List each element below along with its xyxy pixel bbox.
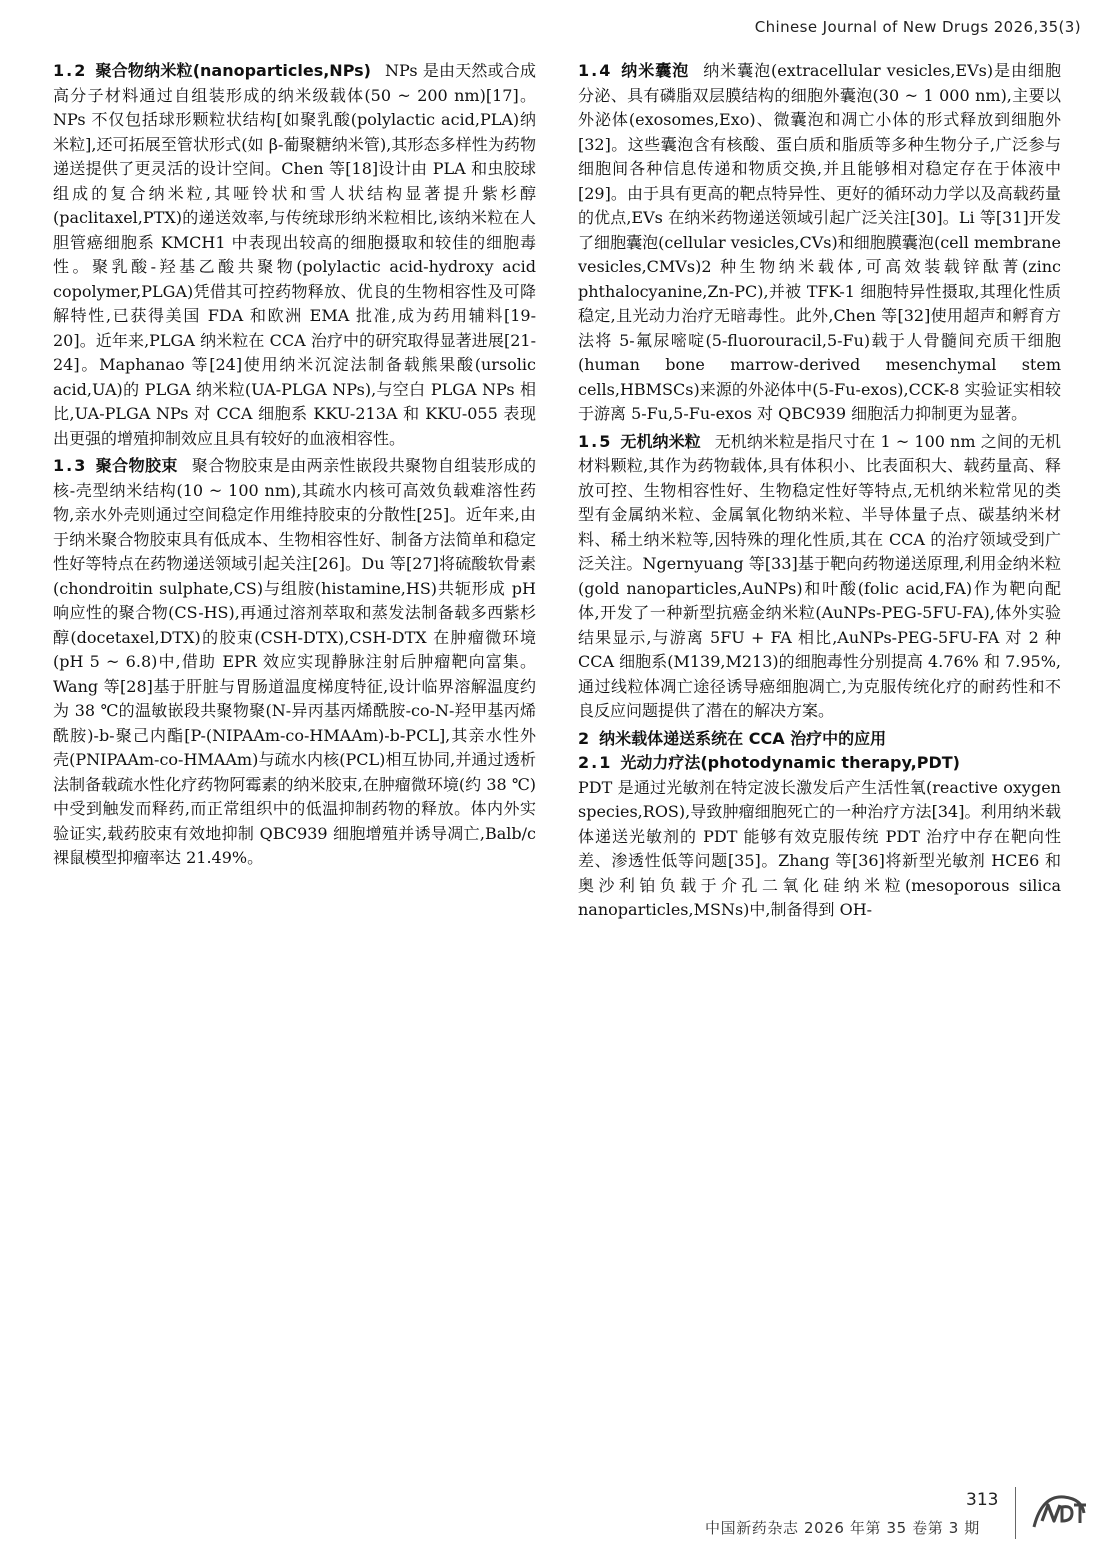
journal-logo-icon <box>1028 1487 1090 1537</box>
right-column <box>578 59 1061 923</box>
section-1-5-text: 无机纳米粒是指尺寸在 1 ~ 100 nm 之间的无机材料颗粒,其作为药物载体,具有体积小、比表面积大、载药量高、释放可控、生物相容性好、生物稳定性好等特点,无机纳米粒常见的类型有金属纳米粒、金属氧化物纳米粒、半导体量子点、碳基纳米材料、稀土纳米粒等,因特殊的理化性质,其在 CCA 的治疗领域受到广泛关注。Ngernyuang 等[33]基于靶向药物递送原理,利用金纳米粒(gold nanoparticles,AuNPs)和叶酸(folic acid,FA)作为靶向配体,开发了一种新型抗癌金纳米粒(AuNPs-PEG-5FU-FA),体外实验结果显示,与游离 5FU + FA 相比,AuNPs-PEG-5FU-FA 对 2 种 CCA 细胞系(M139,M213)的细胞毒性分别提高 4.76% 和 7.95%,通过线粒体凋亡途径诱导癌细胞凋亡,为克服传统化疗的耐药性和不良反应问题提供了潜在的解决方案。 <box>578 431 1061 720</box>
logo-letter-t <box>1074 1505 1086 1523</box>
section-2-1-number: 2.1 <box>578 753 613 772</box>
section-1-4 <box>578 59 1061 427</box>
journal-header: Chinese Journal of New Drugs 2026,35(3) <box>754 18 1081 36</box>
left-column <box>53 59 536 871</box>
logo-letter-d <box>1062 1507 1072 1521</box>
footer-journal-title: 中国新药杂志 2026 年第 35 卷第 3 期 <box>705 1519 980 1537</box>
section-1-5-number: 1.5 <box>578 431 613 451</box>
section-1-2-text: NPs 是由天然或合成高分子材料通过自组装形成的纳米级载体(50 ~ 200 nm)[17]。NPs 不仅包括球形颗粒状结构[如聚乳酸(polylactic acid,PLA)纳米粒],还可拓展至管状形式(如 β-葡聚糖纳米管),其形态多样性为药物递送提供了更灵活的设计空间。Chen 等[18]设计由 PLA 和虫胶球组成的复合纳米粒,其哑铃状和雪人状结构显著提升紫杉醇(paclitaxel,PTX)的递送效率,与传统球形纳米粒相比,该纳米粒在人胆管癌细胞系 KMCH1 中表现出较高的细胞摄取和较佳的细胞毒性。聚乳酸-羟基乙酸共聚物(polylactic acid-hydroxy acid copolymer,PLGA)凭借其可控药物释放、优良的生物相容性及可降解特性,已获得美国 FDA 和欧洲 EMA 批准,成为药用辅料[19-20]。近年来,PLGA 纳米粒在 CCA 治疗中的研究取得显著进展[21-24]。Maphanao 等[24]使用纳米沉淀法制备载熊果酸(ursolic acid,UA)的 PLGA 纳米粒(UA-PLGA NPs),与空白 PLGA NPs 相比,UA-PLGA NPs 对 CCA 细胞系 KKU-213A 和 KKU-055 表现出更强的增殖抑制效应且具有较好的血液相容性。 <box>53 61 536 448</box>
section-1-3-number: 1.3 <box>53 456 88 475</box>
section-2-1-text: PDT 是通过光敏剂在特定波长激发后产生活性氧(reactive oxygen species,ROS),导致肿瘤细胞死亡的一种治疗方法[34]。利用纳米载体递送光敏剂的 PDT 能够有效克服传统 PDT 治疗中存在靶向性差、渗透性低等问题[35]。Zhang 等[36]将新型光敏剂 HCE6 和奥沙利铂负载于介孔二氧化硅纳米粒(mesoporous silica nanoparticles,MSNs)中,制备得到 OH- <box>578 777 1061 919</box>
section-1-4-text: 纳米囊泡(extracellular vesicles,EVs)是由细胞分泌、具有磷脂双层膜结构的细胞外囊泡(30 ~ 1 000 nm),主要以外泌体(exosomes,Exo)、微囊泡和凋亡小体的形式释放到细胞外[32]。这些囊泡含有核酸、蛋白质和脂质等多种生物分子,广泛参与细胞间各种信息传递和物质交换,并且能够相对稳定存在于体液中[29]。由于具有更高的靶点特异性、更好的循环动力学以及高载药量的优点,EVs 在纳米药物递送领域引起广泛关注[30]。Li 等[31]开发了细胞囊泡(cellular vesicles,CVs)和细胞膜囊泡(cell membrane vesicles,CMVs)2 种生物纳米载体,可高效装载锌酞菁(zinc phthalocyanine,Zn-PC),并被 TFK-1 细胞特异性摄取,其理化性质稳定,且光动力治疗无暗毒性。此外,Chen 等[32]使用超声和孵育方法将 5-氟尿嘧啶(5-fluorouracil,5-Fu)载于人骨髓间充质干细胞(human bone marrow-derived mesenchymal stem cells,HBMSCs)来源的外泌体中(5-Fu-exos),CCK-8 实验证实相较于游离 5-Fu,5-Fu-exos 对 QBC939 细胞活力抑制更为显著。 <box>578 61 1061 423</box>
section-1-2-title: 聚合物纳米粒(nanoparticles,NPs) <box>95 61 371 80</box>
section-1-3-title: 聚合物胶束 <box>95 456 178 475</box>
section-1-3-text: 聚合物胶束是由两亲性嵌段共聚物自组装形成的核-壳型纳米结构(10 ~ 100 nm),其疏水内核可高效负载难溶性药物,亲水外壳则通过空间稳定作用维持胶束的分散性[25]。近年来,由于纳米聚合物胶束具有低成本、生物相容性好、制备方法简单和稳定性好等特点在药物递送领域引起关注[26]。Du 等[27]将硫酸软骨素(chondroitin sulphate,CS)与组胺(histamine,HS)共轭形成 pH 响应性的聚合物(CS-HS),再通过溶剂萃取和蒸发法制备载多西紫杉醇(docetaxel,DTX)的胶束(CSH-DTX),CSH-DTX 在肿瘤微环境(pH 5 ~ 6.8)中,借助 EPR 效应实现静脉注射后肿瘤靶向富集。Wang 等[28]基于肝脏与胃肠道温度梯度特征,设计临界溶解温度约为 38 ℃的温敏嵌段共聚物聚(N-异丙基丙烯酰胺-co-N-羟甲基丙烯酰胺)-b-聚己内酯[P-(NIPAAm-co-HMAAm)-b-PCL],其亲水性外壳(PNIPAAm-co-HMAAm)与疏水内核(PCL)相互协同,并通过透析法制备载疏水性化疗药物阿霉素的纳米胶束,在肿瘤微环境(约 38 ℃)中受到触发而释药,而正常组织中的低温抑制药物的释放。体内外实验证实,载药胶束有效地抑制 QBC939 细胞增殖并诱导凋亡,Balb/c 裸鼠模型抑瘤率达 21.49%。 <box>53 456 536 867</box>
journal-logo-svg <box>1028 1487 1090 1537</box>
section-1-4-title: 纳米囊泡 <box>620 61 690 80</box>
section-1-4-number: 1.4 <box>578 61 613 80</box>
section-1-2 <box>53 59 536 451</box>
section-2-1-title: 光动力疗法(photodynamic therapy,PDT) <box>620 753 960 772</box>
section-1-5-title: 无机纳米粒 <box>620 431 701 451</box>
section-2-1-heading <box>578 751 1061 776</box>
logo-letter-n <box>1042 1505 1060 1521</box>
section-1-2-number: 1.2 <box>53 61 88 80</box>
footer-divider <box>1015 1487 1016 1539</box>
section-1-3 <box>53 454 536 871</box>
section-1-5 <box>578 430 1061 724</box>
section-2-number: 2 <box>578 728 592 748</box>
section-2-heading <box>578 727 1061 752</box>
page-number: 313 <box>966 1490 999 1510</box>
section-2-title: 纳米载体递送系统在 CCA 治疗中的应用 <box>599 728 887 748</box>
section-2-1-body <box>578 776 1061 923</box>
